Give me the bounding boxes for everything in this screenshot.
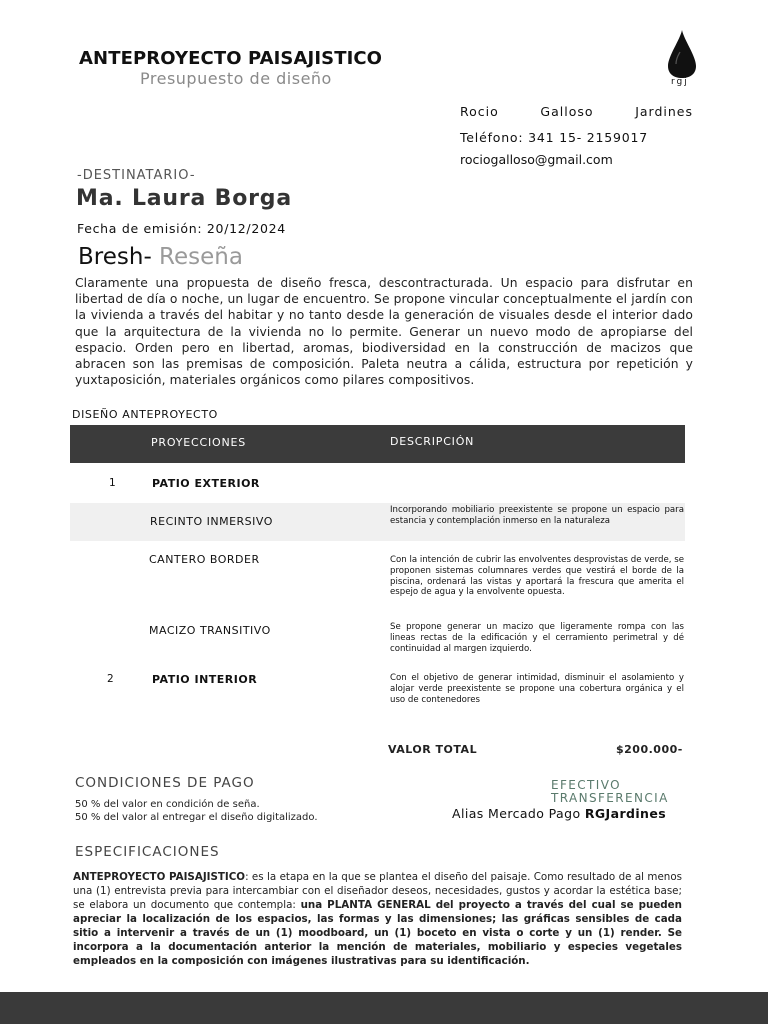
recipient-label: -DESTINATARIO- [77,168,196,183]
total-value: $200.000- [616,743,683,756]
column-header-description: DESCRIPCIÓN [390,435,475,448]
spec-bold-text: una PLANTA GENERAL del proyecto a través del cual se pueden apreciar la localización de los espacios, las formas y las dimensiones; las gráficas sensibles de cada sitio a intervenir a través de un (1) moodboard, un (1) boceto en vista o corte y un (1) render. Se incorpora a la documentación anterior la mención de materiales, mobiliario y especies vegetales empleados en la composición con imágenes ilustrativas para su identificación. [73,899,682,967]
column-header-projections: PROYECCIONES [151,436,247,449]
spec-term: ANTEPROYECTO PAISAJISTICO [73,871,246,883]
design-section-label: DISEÑO ANTEPROYECTO [72,408,218,421]
contact-name [460,104,693,119]
spec-regular-text: : es la etapa en la que se plantea el diseño del paisaje. Como resultado de al menos una (1) entrevista previa para intercambiar con el diseñador deseos, necesidades, gustos y acordar la estética base; se elabora un documento que contempla: [73,871,682,911]
contact-phone: Teléfono: 341 15- 2159017 [460,130,649,145]
contact-first-name: Rocio [460,104,499,119]
issue-date: Fecha de emisión: 20/12/2024 [77,221,286,236]
recipient-name: Ma. Laura Borga [76,186,292,211]
row-description: Con la intención de cubrir las envolventes desprovistas de verde, se proponen sistemas columnares verdes que vestirá el borde de la piscina, ordenará las vistas y aportará la frescura que amerita el espejo de agua y la envolvente opuesta. [390,555,684,598]
project-heading [78,244,243,270]
specifications-title: ESPECIFICACIONES [75,844,220,860]
row-item: CANTERO BORDER [149,553,260,566]
contact-last-name: Galloso [540,104,594,119]
payment-method-cash: EFECTIVO [551,778,621,792]
row-item: RECINTO INMERSIVO [150,515,273,528]
row-item: MACIZO TRANSITIVO [149,624,271,637]
project-name: Bresh- [78,244,152,270]
payment-method-transfer: TRANSFERENCIA [551,791,669,805]
row-number: 2 [107,673,114,685]
project-description: Claramente una propuesta de diseño fresca, descontracturada. Un espacio para disfrutar en libertad de día o noche, un lugar de encuentro. Se propone vincular conceptualmente el jardín con la vivienda a través del habitar y no tanto desde la generación de visuales desde el interior dado que la arquitectura de la vivienda no lo permite. Generar un nuevo modo de apropiarse del espacio. Orden pero en libertad, aromas, biodiversidad en la construcción de macizos que abracen son las premisas de composición. Paleta neutra a cálida, estructura por repetición y yuxtaposición, materiales orgánicos como pilares compositivos. [75,276,694,388]
payment-title: CONDICIONES DE PAGO [75,775,255,791]
contact-business: Jardines [635,104,693,119]
row-item: PATIO EXTERIOR [152,477,260,490]
alias-label: Alias Mercado Pago [452,806,585,821]
payment-condition-1: 50 % del valor en condición de seña. [75,799,260,810]
logo-text: rgj [671,77,689,87]
document-subtitle: Presupuesto de diseño [140,69,332,88]
footer-bar [0,992,768,1024]
row-description: Incorporando mobiliario preexistente se propone un espacio para estancia y contemplación inmerso en la naturaleza [390,505,684,526]
row-number: 1 [109,477,116,489]
total-label: VALOR TOTAL [388,743,478,756]
row-description: Con el objetivo de generar intimidad, disminuir el asolamiento y alojar verde preexistente se propone una cobertura orgánica y el uso de contenedores [390,673,684,705]
payment-alias [452,806,666,821]
ink-drop-icon [664,28,700,92]
row-description: Se propone generar un macizo que ligeramente rompa con las lineas rectas de la edificación y el cerramiento perimetral y dé continuidad al margen izquierdo. [390,622,684,654]
project-tag: Reseña [151,244,243,270]
alias-value: RGJardines [584,806,667,821]
specifications-text [73,870,682,968]
payment-condition-2: 50 % del valor al entregar el diseño digitalizado. [75,812,318,823]
row-item: PATIO INTERIOR [152,673,258,686]
document-title: ANTEPROYECTO PAISAJISTICO [79,48,383,69]
contact-email: rociogalloso@gmail.com [460,152,613,167]
